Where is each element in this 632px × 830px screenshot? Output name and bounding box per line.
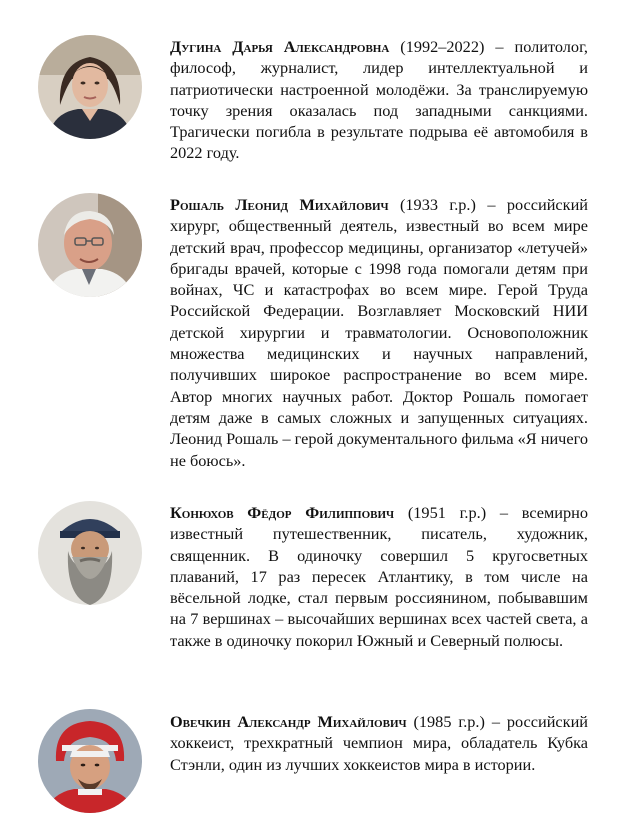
avatar xyxy=(38,35,142,139)
person-name: Дугина Дарья Александровна xyxy=(170,37,390,56)
person-bio-paragraph xyxy=(170,502,588,651)
person-bio: (1985 г.р.) – российский хоккеист, трехкратный чемпион мира, обладатель Кубка Стэнли, один из лучших хоккеистов мира в истории. xyxy=(170,712,588,774)
person-name: Конюхов Фёдор Филиппович xyxy=(170,503,395,522)
portrait-photo xyxy=(38,709,142,813)
person-bio-paragraph xyxy=(170,711,588,775)
person-bio: (1933 г.р.) – российский хирург, общественный деятель, известный во всем мире детский врач, профессор медицины, организатор «летучей» бригады врачей, которые с 1998 года помогали детям при войнах, ЧС и катастрофах во всем мире. Герой Труда Российской Федерации. Возглавляет Московский НИИ детской хирургии и травматологии. Основоположник множества медицинских и научных направлений, получивших широкое распространение во всем мире. Автор многих научных работ. Доктор Рошаль помогает детям даже в самых сложных и запущенных ситуациях. Леонид Рошаль – герой документального фильма «Я ничего не боюсь». xyxy=(170,195,588,470)
person-bio: (1951 г.р.) – всемирно известный путешественник, писатель, художник, священник. В одиночку совершил 5 кругосветных плаваний, 17 раз пересек Атлантику, в том числе на вёсельной лодке, стал первым россиянином, побывавшим на 7 вершинах – высочайших вершинах всех частей света, а также в одиночку покорил Южный и Северный полюсы. xyxy=(170,503,588,650)
person-name: Рошаль Леонид Михайлович xyxy=(170,195,389,214)
person-bio-paragraph xyxy=(170,194,588,471)
avatar xyxy=(38,501,142,605)
portrait-photo xyxy=(38,35,142,139)
portrait-photo xyxy=(38,501,142,605)
person-bio: (1992–2022) – политолог, философ, журналист, лидер интеллектуальной и патриотически настроенной молодёжи. За транслируемую точку зрения оказалась под западными санкциями. Трагически погибла в результате подрыва её автомобиля в 2022 году. xyxy=(170,37,588,163)
person-bio-paragraph xyxy=(170,36,588,164)
portrait-photo xyxy=(38,193,142,297)
person-name: Овечкин Александр Михайлович xyxy=(170,712,407,731)
avatar xyxy=(38,193,142,297)
avatar xyxy=(38,709,142,813)
